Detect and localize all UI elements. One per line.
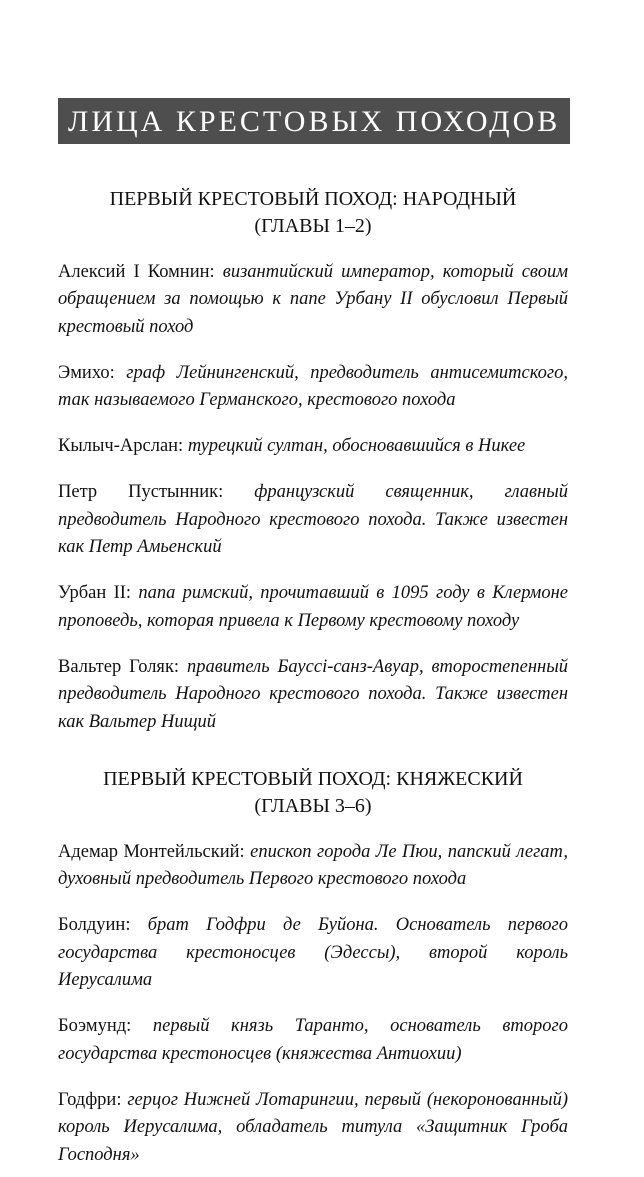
- list-item: [58, 259, 568, 342]
- section-heading-1: [58, 186, 568, 240]
- entry-description: турецкий султан, обосновавшийся в Никее: [187, 436, 526, 456]
- entry-list-1: [58, 259, 568, 737]
- list-item: [58, 360, 568, 415]
- entry-description: византийский император, который своим обращением за помощью к папе Урбану II обусловил Первый крестовый поход: [58, 261, 569, 337]
- entry-name: Эмихо:: [58, 362, 115, 383]
- section-title: ПЕРВЫЙ КРЕСТОВЫЙ ПОХОД: НАРОДНЫЙ: [109, 188, 517, 210]
- section-title: ПЕРВЫЙ КРЕСТОВЫЙ ПОХОД: КНЯЖЕСКИЙ: [103, 768, 523, 790]
- entry-name: Вальтер Голяк:: [58, 656, 180, 677]
- section-chapters: (ГЛАВЫ 3–6): [254, 795, 372, 817]
- entry-description: брат Годфри де Буйона. Основатель первого государства крестоносцев (Эдессы), второй король Иерусалима: [58, 915, 568, 990]
- list-item: [58, 654, 568, 737]
- entry-name: Годфри:: [58, 1089, 122, 1110]
- list-item: [58, 580, 568, 635]
- entry-description: французский священник, главный предводитель Народного крестового похода. Также известен как Петр Амьенский: [58, 482, 569, 557]
- page: [58, 0, 568, 1177]
- list-item: [58, 1013, 568, 1068]
- list-item: [58, 839, 568, 894]
- entry-name: Петр Пустынник:: [58, 482, 224, 502]
- list-item: [58, 1087, 568, 1170]
- entry-description: правитель Бауссi-санз-Авуар, второстепенный предводитель Народного крестового похода. Также известен как Вальтер Нищий: [58, 656, 568, 732]
- entry-description: граф Лейнингенский, предводитель антисемитского, так называемого Германского, крестового похода: [58, 362, 569, 410]
- entry-name: Боэмунд:: [58, 1016, 132, 1036]
- entry-description: первый князь Таранто, основатель второго государства крестоносцев (княжества Антиохии): [58, 1016, 569, 1064]
- chapter-banner: ЛИЦА КРЕСТОВЫХ ПОХОДОВ: [58, 98, 570, 144]
- entry-description: епископ города Ле Пюи, папский легат, духовный предводитель Первого крестового похода: [58, 841, 569, 889]
- entry-name: Урбан II:: [58, 583, 132, 603]
- entry-description: папа римский, прочитавший в 1095 году в Клермоне проповедь, которая привела к Первому крестовому походу: [58, 583, 568, 631]
- list-item: [58, 479, 568, 562]
- list-item: [58, 912, 568, 995]
- entry-name: Болдуин:: [58, 915, 131, 935]
- list-item: [58, 433, 568, 461]
- banner-wrap: [58, 98, 568, 144]
- entry-name: Алексий I Комнин:: [58, 261, 215, 282]
- entry-name: Кылыч-Арслан:: [58, 436, 184, 456]
- section-heading-2: [58, 766, 568, 820]
- section-chapters: (ГЛАВЫ 1–2): [254, 215, 372, 237]
- entry-name: Адемар Монтейльский:: [58, 841, 245, 862]
- entry-list-2: [58, 839, 568, 1170]
- entry-description: герцог Нижней Лотарингии, первый (некоронованный) король Иерусалима, обладатель титула «Защитник Гроба Господня»: [58, 1089, 568, 1165]
